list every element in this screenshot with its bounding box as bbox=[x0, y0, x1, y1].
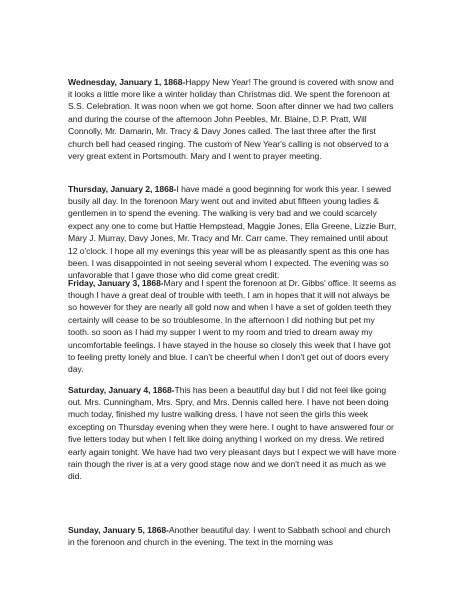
diary-entry bbox=[68, 524, 398, 549]
entry-text: Happy New Year! The ground is covered with snow and it looks a little more like a winter holiday than Christmas did. We spent the forenoon at S.S. Celebration. It was noon when we got home. Soon after dinner we had two callers and during the course of the afternoon John Peebles, Mr. Blaine, D.P. Pratt, Will Connolly, Mr. Damarin, Mr. Tracy & Davy Jones called. The last three after the first church bell had ceased ringing. The custom of New Year's calling is not observed to a very great extent in Portsmouth. Mary and I went to prayer meeting. bbox=[68, 76, 394, 162]
entry-date: Saturday, January 4, 1868- bbox=[68, 384, 175, 395]
diary-entry bbox=[68, 183, 398, 282]
entry-text: Mary and I spent the forenoon at Dr. Gibbs' office. It seems as though I have a great deal of trouble with teeth. I am in hopes that it will not always be so however for they are nearly all gold now and when I have a set of golden teeth they certainly will cease to be so troublesome. In the afternoon I did nothing but pet my tooth. so soon as I had my supper I went to my room and tried to dream away my uncomfortable feelings. I have stayed in the house so closely this week that I have got to feeling pretty lonely and blue. I can't be cheerful when I don't get out of doors every day. bbox=[68, 277, 397, 375]
entry-text: This has been a beautiful day but I did not feel like going out. Mrs. Cunningham, Mrs. Spry, and Mrs. Dennis called here. I have not been doing much today, finished my lustre walking dress. I have not seen the girls this week excepting on Thursday evening when they were here. I ought to have answered four or five letters today but when I felt like doing anything I worked on my dress. We retired early again tonight. We have had two very pleasant days but I expect we will have more rain though the river is at a very good stage now and we don't need it as much as we did. bbox=[68, 384, 397, 482]
diary-entry bbox=[68, 277, 398, 376]
entry-date: Thursday, January 2, 1868- bbox=[68, 183, 177, 194]
diary-entry bbox=[68, 76, 398, 163]
entry-date: Wednesday, January 1, 1868- bbox=[68, 76, 186, 87]
entry-date: Sunday, January 5, 1868- bbox=[68, 524, 169, 535]
entry-date: Friday, January 3, 1868- bbox=[68, 277, 164, 288]
entry-text: I have made a good beginning for work this year. I sewed busily all day. In the forenoon Mary went out and invited abut fifteen young ladies & gentlemen in to spend the evening. The walking is very bad and we could scarcely expect any one to come but Hattie Hempstead, Maggie Jones, Ella Greene, Lizzie Burr, Mary J. Murray, Davy Jones, Mr. Tracy and Mr. Carr came. They remained until about 12 o'clock. I hope all my evenings this year will be as pleasantly spent as this one has been. I was disappointed in not seeing several whom I expected. The evening was so unfavorable that I gave those who did come great credit. bbox=[68, 183, 397, 281]
entry-text: Another beautiful day. I went to Sabbath school and church in the forenoon and church in the evening. The text in the morning was bbox=[68, 524, 391, 547]
diary-entry bbox=[68, 384, 398, 483]
